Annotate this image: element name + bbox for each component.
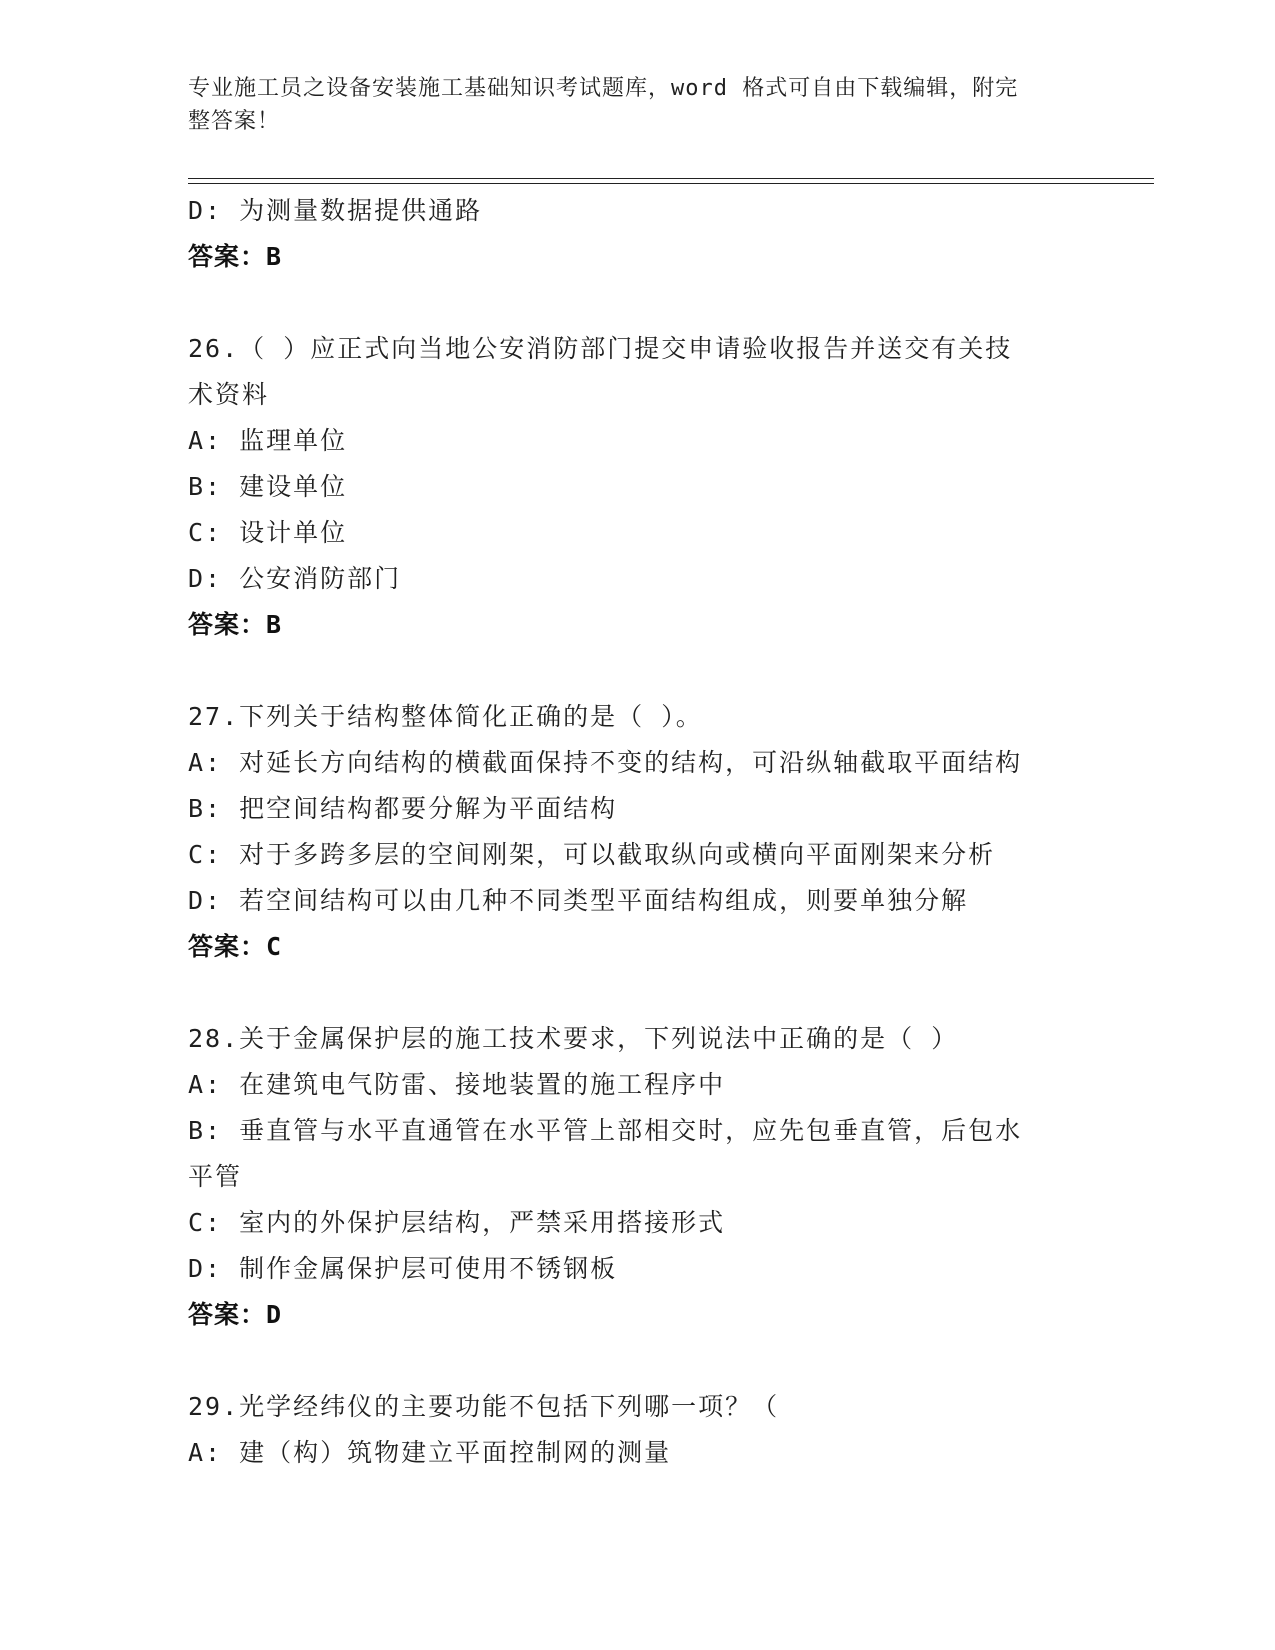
question-stem: 29.光学经纬仪的主要功能不包括下列哪一项？（ [188,1392,780,1421]
document-body [188,188,1118,1476]
answer-line: 答案：B [188,610,283,639]
option-a: A: 监理单位 [188,426,348,455]
option-c: C: 对于多跨多层的空间刚架，可以截取纵向或横向平面刚架来分析 [188,840,996,869]
option-d: D: 若空间结构可以由几种不同类型平面结构组成，则要单独分解 [188,886,969,915]
option-b: B: 把空间结构都要分解为平面结构 [188,794,618,823]
question-stem: 26.（ ）应正式向当地公安消防部门提交申请验收报告并送交有关技 [188,334,1013,363]
option-a: A: 在建筑电气防雷、接地装置的施工程序中 [188,1070,726,1099]
previous-question-tail [188,188,1118,280]
page-header [188,72,1088,138]
option-a: A: 建（构）筑物建立平面控制网的测量 [188,1438,672,1467]
answer-line: 答案：B [188,242,283,271]
spacer [188,970,1118,1016]
option-b-continued: 平管 [188,1162,243,1191]
option-d: D: 为测量数据提供通路 [188,196,483,225]
option-d: D: 制作金属保护层可使用不锈钢板 [188,1254,618,1283]
option-b: B: 垂直管与水平直通管在水平管上部相交时，应先包垂直管，后包水 [188,1116,1023,1145]
spacer [188,1338,1118,1384]
question-26 [188,326,1118,648]
question-stem: 27.下列关于结构整体简化正确的是（ ）。 [188,702,703,731]
question-27 [188,694,1118,970]
spacer [188,648,1118,694]
question-stem: 28.关于金属保护层的施工技术要求，下列说法中正确的是（ ） [188,1024,959,1053]
option-b: B: 建设单位 [188,472,348,501]
header-line-2: 整答案！ [188,109,281,134]
header-rule-top [188,178,1154,179]
answer-line: 答案：D [188,1300,283,1329]
option-a: A: 对延长方向结构的横截面保持不变的结构，可沿纵轴截取平面结构 [188,748,1023,777]
spacer [188,280,1118,326]
question-stem-continued: 术资料 [188,380,270,409]
option-d: D: 公安消防部门 [188,564,402,593]
answer-line: 答案：C [188,932,283,961]
option-c: C: 室内的外保护层结构，严禁采用搭接形式 [188,1208,726,1237]
header-rule-bottom [188,183,1154,184]
question-28 [188,1016,1118,1338]
header-line-1: 专业施工员之设备安装施工基础知识考试题库，word 格式可自由下载编辑，附完 [188,76,1019,101]
option-c: C: 设计单位 [188,518,348,547]
question-29 [188,1384,1118,1476]
